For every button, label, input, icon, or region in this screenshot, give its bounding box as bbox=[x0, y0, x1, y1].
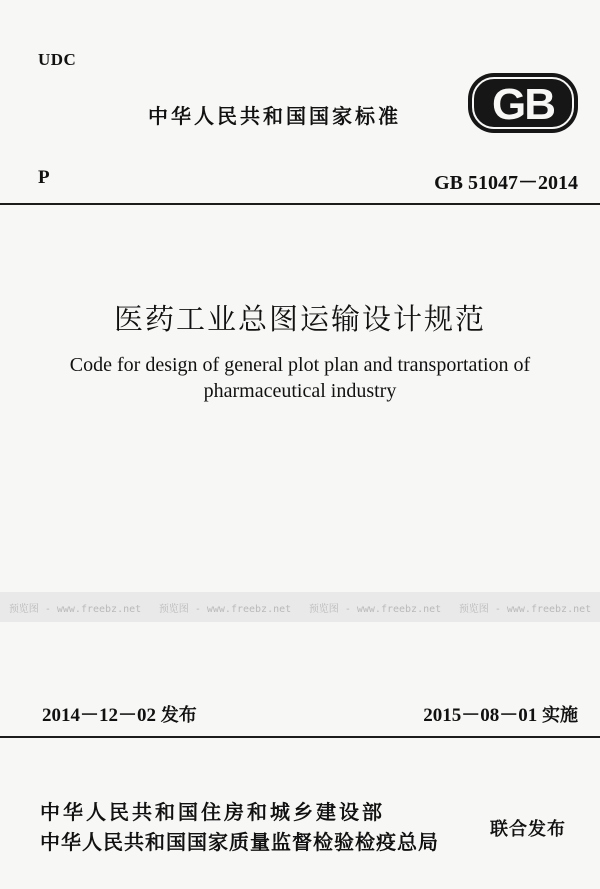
watermark-text: 预览图 - www.freebz.net bbox=[158, 603, 292, 615]
implement-date bbox=[423, 700, 578, 727]
implement-date-value: 2015－08－01 bbox=[423, 705, 538, 726]
issue-date-value: 2014－12－02 bbox=[42, 705, 157, 726]
standard-name: 中华人民共和国国家标准 bbox=[148, 104, 401, 128]
publisher-1: 中华人民共和国住房和城乡建设部 bbox=[40, 800, 385, 824]
title-english-line-1: Code for design of general plot plan and transportation of bbox=[69, 354, 531, 376]
watermark-band bbox=[0, 592, 600, 622]
issue-date bbox=[42, 700, 197, 727]
watermark-text: 预览图 - www.freebz.net bbox=[458, 603, 592, 615]
title-chinese: 医药工业总图运输设计规范 bbox=[113, 302, 486, 336]
udc-label: UDC bbox=[38, 50, 77, 69]
issue-label: 发布 bbox=[160, 705, 197, 726]
standard-code: GB 51047－2014 bbox=[434, 172, 578, 194]
watermark-text: 预览图 - www.freebz.net bbox=[8, 603, 142, 615]
header-divider bbox=[0, 203, 600, 205]
implement-label: 实施 bbox=[542, 705, 578, 726]
category-code: P bbox=[38, 167, 50, 188]
watermark-text: 预览图 - www.freebz.net bbox=[308, 603, 442, 615]
gb-logo-icon bbox=[467, 72, 579, 134]
footer-divider bbox=[0, 736, 600, 738]
publisher-2: 中华人民共和国国家质量监督检验检疫总局 bbox=[40, 830, 439, 854]
joint-issue-label: 联合发布 bbox=[490, 819, 566, 840]
title-english-line-2: pharmaceutical industry bbox=[203, 380, 397, 402]
svg-text:GB: GB bbox=[492, 80, 554, 129]
title-english bbox=[0, 352, 600, 404]
